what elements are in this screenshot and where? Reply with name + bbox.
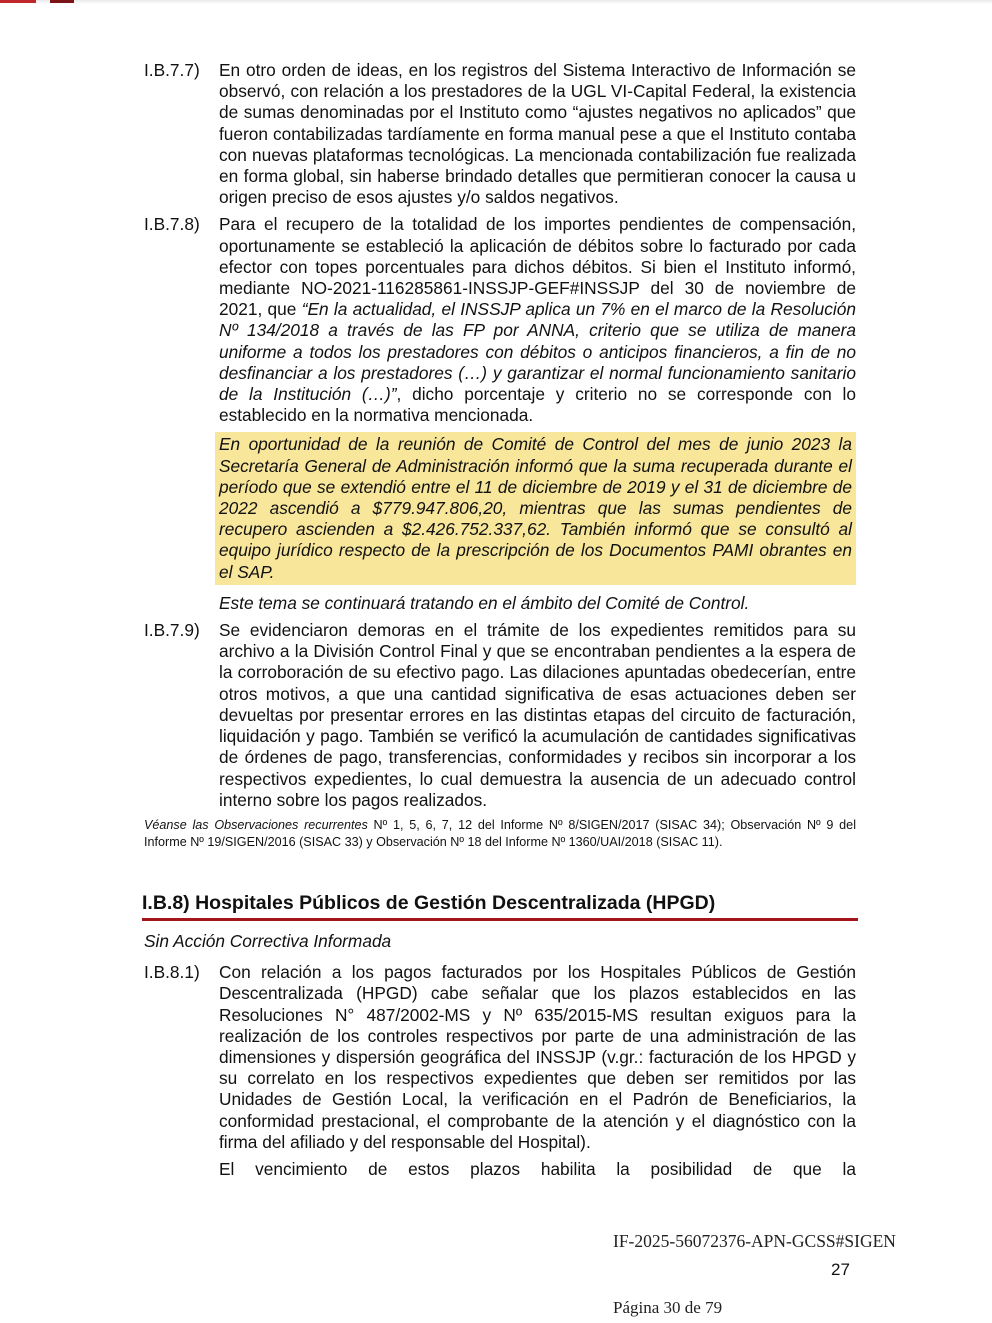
finding-number: I.B.7.9): [144, 620, 200, 641]
document-page: [144, 60, 856, 1180]
page-number: 27: [831, 1260, 850, 1279]
section-heading: I.B.8) Hospitales Públicos de Gestión Descentralizada (HPGD): [142, 891, 858, 921]
follow-up-note: Este tema se continuará tratando en el ámbito del Comité de Control.: [219, 592, 750, 613]
finding-item: [144, 214, 856, 426]
finding-item: [144, 60, 856, 208]
finding-text-intro: Para el recupero de la totalidad de los importes pendientes de compensación, oportunamente se estableció la aplicación de débitos sobre lo facturado por cada efector con topes porcentuales para dichos débitos. Si bien el Instituto informó, mediante NO-2021-116285861-INSSJP-GEF#INSSJP del 30 de noviembre de 2021, que: [219, 214, 856, 320]
top-bar: [0, 0, 992, 4]
section-status: Sin Acción Correctiva Informada: [144, 930, 392, 951]
header-logo-mark-secondary: [50, 0, 74, 3]
note-lead: Véanse las Observaciones recurrentes: [144, 817, 368, 832]
finding-text: Se evidenciaron demoras en el trámite de los expedientes remitidos para su archivo a la División Control Final y que se encontraban pendientes a la espera de la corroboración de su efectivo pago. Las dilaciones apuntadas obedecerían, entre otros motivos, a que una cantidad significativa de esas actuaciones deben ser devueltas por presentar errores en las distintas etapas del circuito de facturación, liquidación y pago. También se verificó la acumulación de cantidades significativas de órdenes de pago, transferencias, conformidades y recibos sin incorporar a los respectivos expedientes, lo cual demuestra la ausencia de un adecuado control interno sobre los pagos realizados.: [219, 620, 856, 810]
page-counter: Página 30 de 79: [613, 1298, 723, 1317]
continuation-text: El vencimiento de estos plazos habilita la posibilidad de que la: [219, 1158, 856, 1179]
document-id: IF-2025-56072376-APN-GCSS#SIGEN: [613, 1231, 896, 1251]
finding-text: Con relación a los pagos facturados por los Hospitales Públicos de Gestión Descentralizada (HPGD) cabe señalar que los plazos establecidos en las Resoluciones N° 487/2002-MS y Nº 635/2015-MS resultan exiguos para la realización de los controles respectivos por parte de una administración de las dimensiones y dispersión geográfica del INSSJP (v.gr.: facturación de los HPGD y su correlato en los respectivos expedientes que deben ser remitidos por las Unidades de Gestión Local, la verificación en el Padrón de Beneficiarios, la conformidad prestacional, el comprobante de la atención y el diagnóstico con la firma del afiliado y del responsable del Hospital).: [219, 962, 856, 1152]
recurrent-observations-note: [144, 817, 856, 851]
highlighted-update: En oportunidad de la reunión de Comité de Control del mes de junio 2023 la Secretaría General de Administración informó que la suma recuperada durante el período que se extendió entre el 11 de diciembre de 2019 y el 31 de diciembre de 2022 ascendió a $779.947.806,20, mientras que las sumas pendientes de recupero ascienden a $2.426.752.337,62. También informó que se consultó al equipo jurídico respecto de la prescripción de los Documentos PAMI obrantes en el SAP.: [215, 432, 856, 584]
finding-text: [219, 214, 856, 426]
header-logo-mark: [0, 0, 36, 3]
finding-text-conclusion: , dicho porcentaje y criterio no se corresponde con lo establecido en la normativa mencionada.: [219, 384, 856, 426]
finding-text: En otro orden de ideas, en los registros del Sistema Interactivo de Información se observó, con relación a los prestadores de la UGL VI-Capital Federal, la existencia de sumas denominadas por el Instituto como “ajustes negativos no aplicados” que fueron contabilizadas tardíamente en forma manual pese a que el Instituto contaba con nuevas plataformas tecnológicas. La mencionada contabilización fue realizada en forma global, sin haberse brindado detalles que permitieran conocer la causa u origen preciso de esos ajustes y/o saldos negativos.: [219, 60, 856, 208]
finding-quote: “En la actualidad, el INSSJP aplica un 7% en el marco de la Resolución Nº 134/2018 a través de las FP por ANNA, criterio que se utiliza de manera uniforme a todos los prestadores con débitos o anticipos financieros, a fin de no desfinanciar a los prestadores (…) y garantizar el normal funcionamiento sanitario de la Institución (…)”: [219, 299, 856, 405]
finding-item: [144, 620, 856, 811]
note-body: Nº 1, 5, 6, 7, 12 del Informe Nº 8/SIGEN/2017 (SISAC 34); Observación Nº 9 del Informe Nº 19/SIGEN/2016 (SISAC 33) y Observación Nº 18 del Informe Nº 1360/UAI/2018 (SISAC 11).: [144, 817, 856, 849]
finding-number: I.B.8.1): [144, 962, 200, 983]
finding-item: [144, 962, 856, 1153]
finding-number: I.B.7.8): [144, 214, 200, 235]
finding-number: I.B.7.7): [144, 60, 200, 80]
